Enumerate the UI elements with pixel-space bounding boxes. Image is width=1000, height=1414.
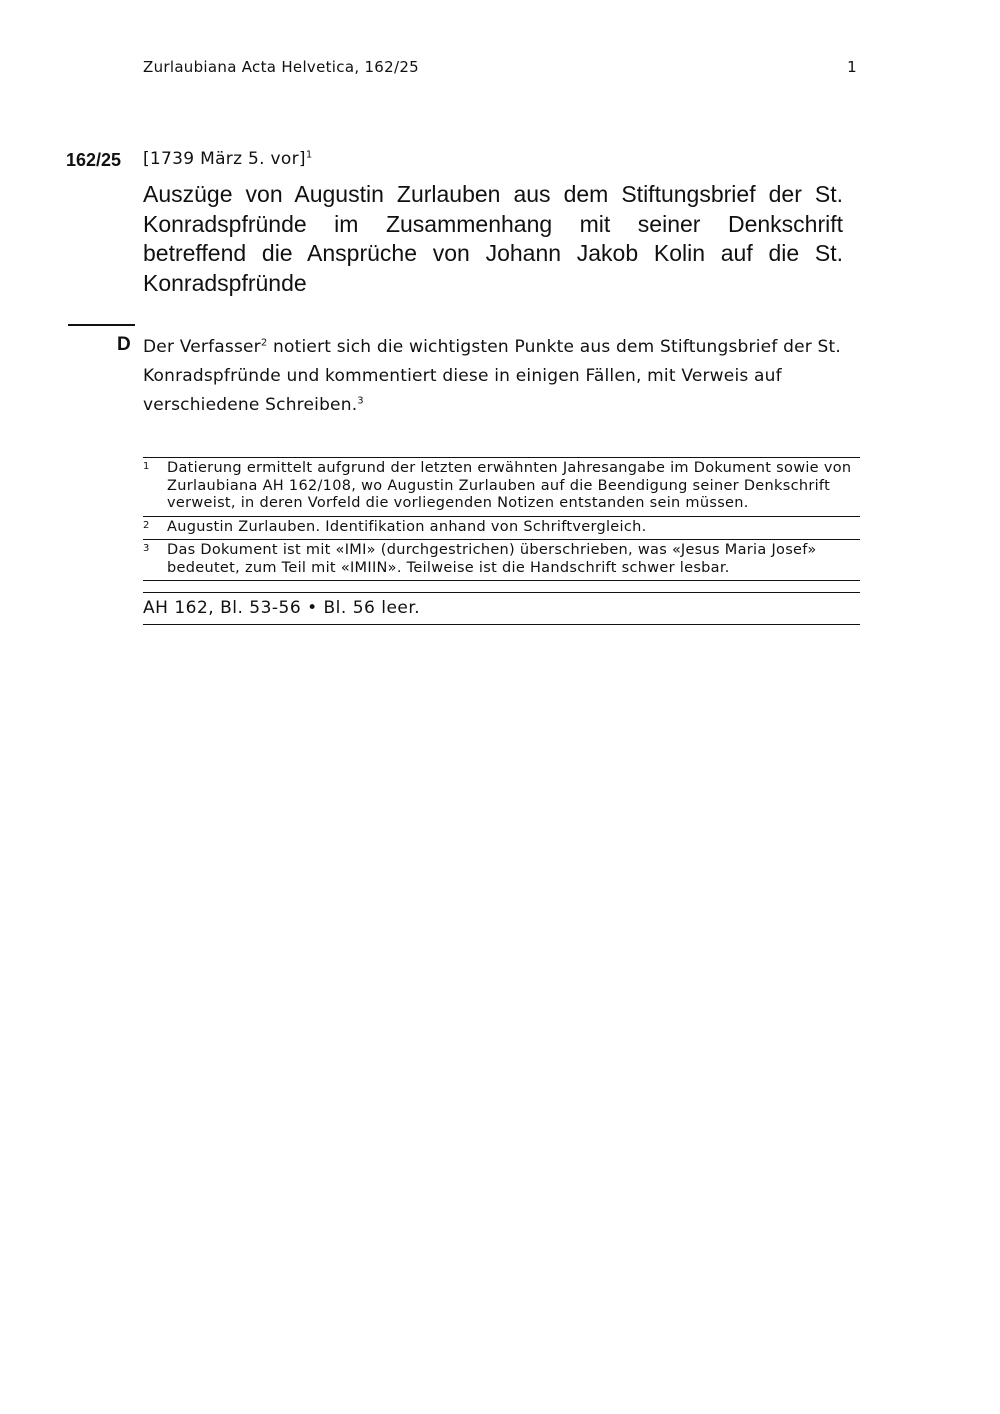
- footnote-text: Das Dokument ist mit «IMI» (durchgestrichen) überschrieben, was «Jesus Maria Josef» bedeutet, zum Teil mit «IMIIN». Teilweise ist die Handschrift schwer lesbar.: [167, 542, 817, 576]
- footnote: [143, 517, 860, 541]
- document-number: 162/25: [66, 150, 122, 170]
- description-text-end: notiert sich die wichtigsten Punkte aus dem Stiftungsbrief der St. Konradspfründe und kommentiert diese in einigen Fällen, mit Verweis auf verschiedene Schreiben.: [143, 337, 842, 415]
- section-divider: [68, 324, 135, 326]
- section-marker: D: [117, 334, 131, 355]
- running-title: Zurlaubiana Acta Helvetica, 162/25: [143, 58, 420, 76]
- page-number: 1: [847, 58, 857, 76]
- source-reference: AH 162, Bl. 53-56 • Bl. 56 leer.: [143, 592, 860, 625]
- description-paragraph: [143, 333, 848, 420]
- footnote-number: 1: [143, 461, 150, 472]
- date-text: [1739 März 5. vor]: [143, 149, 306, 169]
- running-header: [143, 58, 857, 76]
- footnote-number: 2: [143, 519, 150, 531]
- footnotes-list: [143, 457, 860, 581]
- footnote: [143, 540, 860, 581]
- footnote: [143, 458, 860, 517]
- footnote-number: 3: [143, 543, 150, 554]
- document-date: [143, 149, 312, 169]
- footnote-ref[interactable]: 3: [357, 395, 364, 407]
- footnote-ref[interactable]: 1: [305, 149, 313, 161]
- footnote-text: Datierung ermittelt aufgrund der letzten erwähnten Jahresangabe im Dokument sowie von Zurlaubiana AH 162/108, wo Augustin Zurlauben auf die Beendigung seiner Denkschrift verweist, in deren Vorfeld die vorliegenden Notizen entstanden sein müssen.: [167, 460, 852, 511]
- footnote-ref[interactable]: 2: [260, 337, 268, 349]
- document-title: Auszüge von Augustin Zurlauben aus dem Stiftungsbrief der St. Konradspfründe im Zusammenhang mit seiner Denkschrift betreffend die Ansprüche von Johann Jakob Kolin auf die St. Konradspfründe: [143, 181, 843, 296]
- footnote-text: Augustin Zurlauben. Identifikation anhand von Schriftvergleich.: [167, 518, 647, 535]
- description-text-start: Der Verfasser: [143, 337, 261, 357]
